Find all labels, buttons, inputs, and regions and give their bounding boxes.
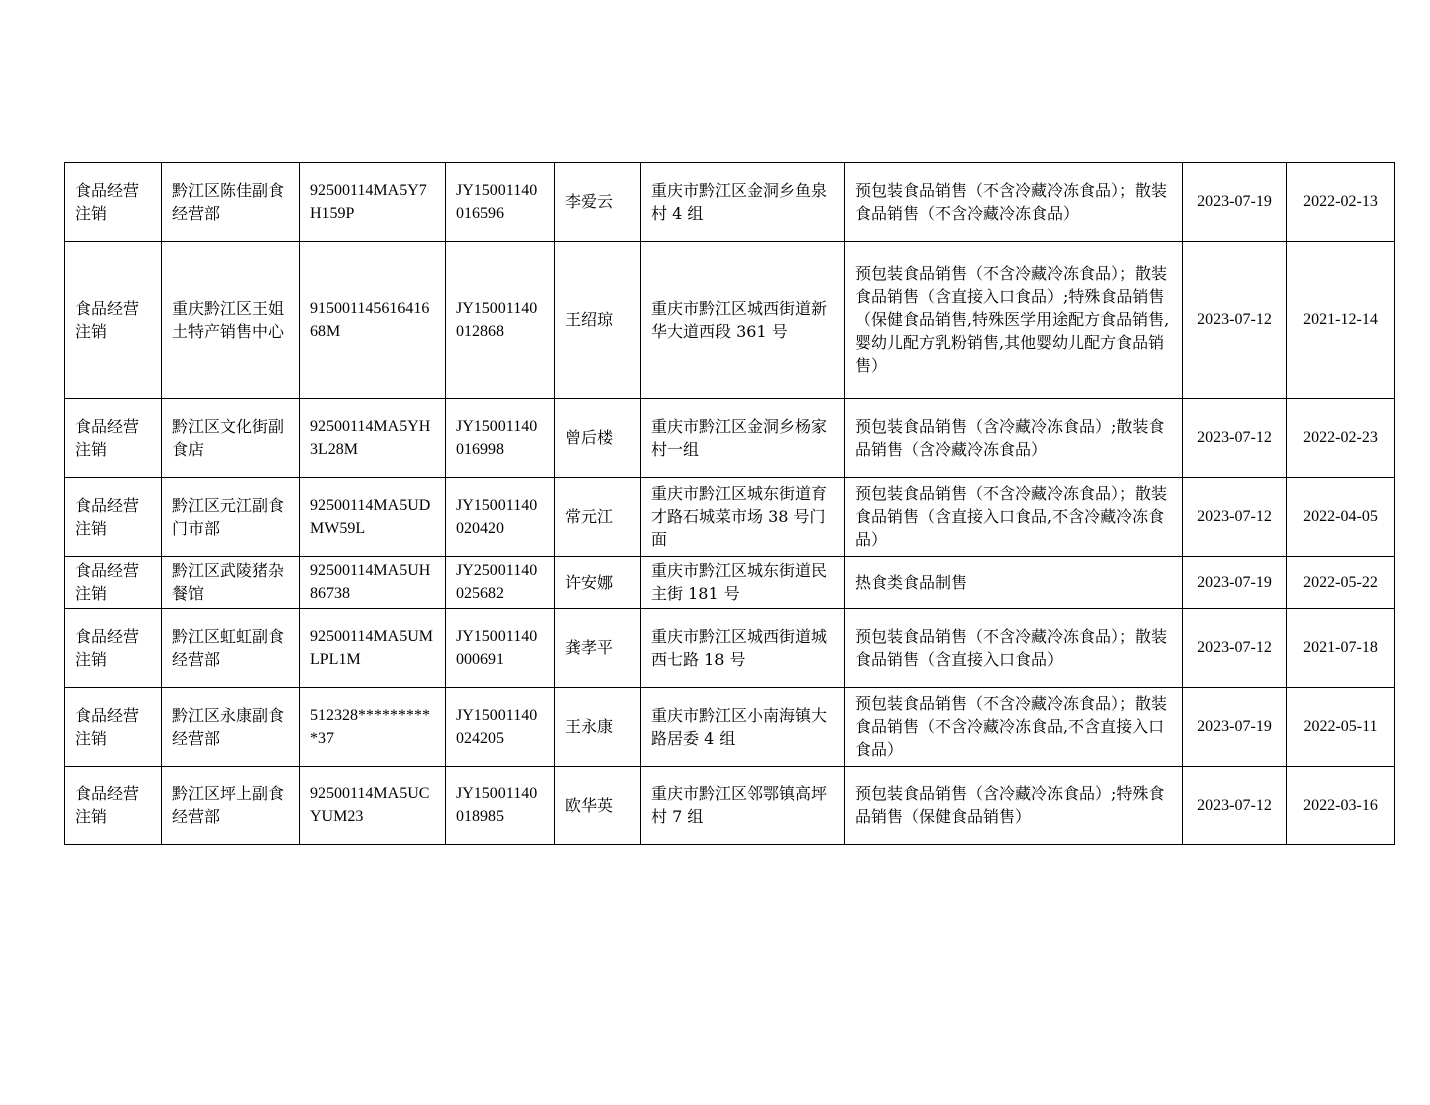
cell-credit-code: 92500114MA5UDMW59L: [300, 478, 446, 557]
cell-address: 重庆市黔江区城东街道育才路石城菜市场 38 号门面: [641, 478, 845, 557]
cell-business-name: 黔江区文化街副食店: [162, 399, 300, 478]
cell-license-number: JY15001140018985: [446, 767, 555, 845]
cell-license-number: JY15001140024205: [446, 688, 555, 767]
cell-scope: 预包装食品销售（不含冷藏冷冻食品）；散装食品销售（不含冷藏冷冻食品）: [845, 163, 1183, 242]
cell-credit-code: 92500114MA5Y7H159P: [300, 163, 446, 242]
cell-license-number: JY15001140020420: [446, 478, 555, 557]
cell-type: 食品经营注销: [65, 688, 162, 767]
cell-scope: 预包装食品销售（含冷藏冷冻食品）;散装食品销售（含冷藏冷冻食品）: [845, 399, 1183, 478]
cell-cancel-date: 2023-07-19: [1183, 688, 1287, 767]
cell-business-name: 黔江区虹虹副食经营部: [162, 609, 300, 688]
cell-business-name: 重庆黔江区王姐土特产销售中心: [162, 242, 300, 399]
cell-address: 重庆市黔江区金洞乡杨家村一组: [641, 399, 845, 478]
cell-address: 重庆市黔江区城西街道新华大道西段 361 号: [641, 242, 845, 399]
cell-scope: 预包装食品销售（不含冷藏冷冻食品）；散装食品销售（含直接入口食品）;特殊食品销售（保健食品销售,特殊医学用途配方食品销售,婴幼儿配方乳粉销售,其他婴幼儿配方食品销售）: [845, 242, 1183, 399]
cell-issue-date: 2022-03-16: [1287, 767, 1395, 845]
cell-address: 重庆市黔江区金洞乡鱼泉村 4 组: [641, 163, 845, 242]
cell-cancel-date: 2023-07-12: [1183, 767, 1287, 845]
cell-cancel-date: 2023-07-12: [1183, 399, 1287, 478]
table-row: [65, 767, 1395, 845]
cell-issue-date: 2022-02-23: [1287, 399, 1395, 478]
table-row: [65, 163, 1395, 242]
cell-scope: 预包装食品销售（不含冷藏冷冻食品）；散装食品销售（含直接入口食品）: [845, 609, 1183, 688]
cell-address: 重庆市黔江区城西街道城西七路 18 号: [641, 609, 845, 688]
cell-license-number: JY25001140025682: [446, 557, 555, 609]
cell-issue-date: 2022-02-13: [1287, 163, 1395, 242]
cell-business-name: 黔江区武陵猪杂餐馆: [162, 557, 300, 609]
cell-credit-code: 91500114561641668M: [300, 242, 446, 399]
cell-address: 重庆市黔江区城东街道民主街 181 号: [641, 557, 845, 609]
cell-business-name: 黔江区元江副食门市部: [162, 478, 300, 557]
table-row: [65, 609, 1395, 688]
cell-person: 王永康: [555, 688, 641, 767]
cell-type: 食品经营注销: [65, 609, 162, 688]
cell-scope: 预包装食品销售（不含冷藏冷冻食品）；散装食品销售（不含冷藏冷冻食品,不含直接入口食品）: [845, 688, 1183, 767]
cell-issue-date: 2022-05-11: [1287, 688, 1395, 767]
cell-address: 重庆市黔江区邻鄂镇高坪村 7 组: [641, 767, 845, 845]
table-row: [65, 242, 1395, 399]
table-row: [65, 399, 1395, 478]
cell-cancel-date: 2023-07-19: [1183, 163, 1287, 242]
cell-scope: 预包装食品销售（含冷藏冷冻食品）;特殊食品销售（保健食品销售）: [845, 767, 1183, 845]
cell-person: 许安娜: [555, 557, 641, 609]
cell-license-number: JY15001140012868: [446, 242, 555, 399]
cell-cancel-date: 2023-07-12: [1183, 242, 1287, 399]
cell-credit-code: 92500114MA5UH86738: [300, 557, 446, 609]
cell-license-number: JY15001140016998: [446, 399, 555, 478]
cell-license-number: JY15001140016596: [446, 163, 555, 242]
cell-cancel-date: 2023-07-12: [1183, 478, 1287, 557]
cell-business-name: 黔江区永康副食经营部: [162, 688, 300, 767]
cell-issue-date: 2022-04-05: [1287, 478, 1395, 557]
cell-type: 食品经营注销: [65, 242, 162, 399]
table-row: [65, 478, 1395, 557]
cell-type: 食品经营注销: [65, 767, 162, 845]
cell-scope: 热食类食品制售: [845, 557, 1183, 609]
cell-issue-date: 2021-12-14: [1287, 242, 1395, 399]
food-license-cancellation-table: [64, 162, 1395, 845]
cell-credit-code: 92500114MA5UCYUM23: [300, 767, 446, 845]
cell-person: 李爱云: [555, 163, 641, 242]
cell-address: 重庆市黔江区小南海镇大路居委 4 组: [641, 688, 845, 767]
cell-person: 龚孝平: [555, 609, 641, 688]
cell-type: 食品经营注销: [65, 399, 162, 478]
cell-business-name: 黔江区坪上副食经营部: [162, 767, 300, 845]
cell-business-name: 黔江区陈佳副食经营部: [162, 163, 300, 242]
cell-person: 欧华英: [555, 767, 641, 845]
cell-type: 食品经营注销: [65, 163, 162, 242]
cell-scope: 预包装食品销售（不含冷藏冷冻食品）；散装食品销售（含直接入口食品,不含冷藏冷冻食品）: [845, 478, 1183, 557]
cell-issue-date: 2022-05-22: [1287, 557, 1395, 609]
cell-credit-code: 92500114MA5YH3L28M: [300, 399, 446, 478]
cell-license-number: JY15001140000691: [446, 609, 555, 688]
cell-cancel-date: 2023-07-19: [1183, 557, 1287, 609]
cell-cancel-date: 2023-07-12: [1183, 609, 1287, 688]
cell-credit-code: 512328**********37: [300, 688, 446, 767]
cell-type: 食品经营注销: [65, 478, 162, 557]
table-row: [65, 557, 1395, 609]
cell-person: 曾后楼: [555, 399, 641, 478]
cell-person: 常元江: [555, 478, 641, 557]
cell-issue-date: 2021-07-18: [1287, 609, 1395, 688]
cell-type: 食品经营注销: [65, 557, 162, 609]
table-row: [65, 688, 1395, 767]
cell-credit-code: 92500114MA5UMLPL1M: [300, 609, 446, 688]
cell-person: 王绍琼: [555, 242, 641, 399]
